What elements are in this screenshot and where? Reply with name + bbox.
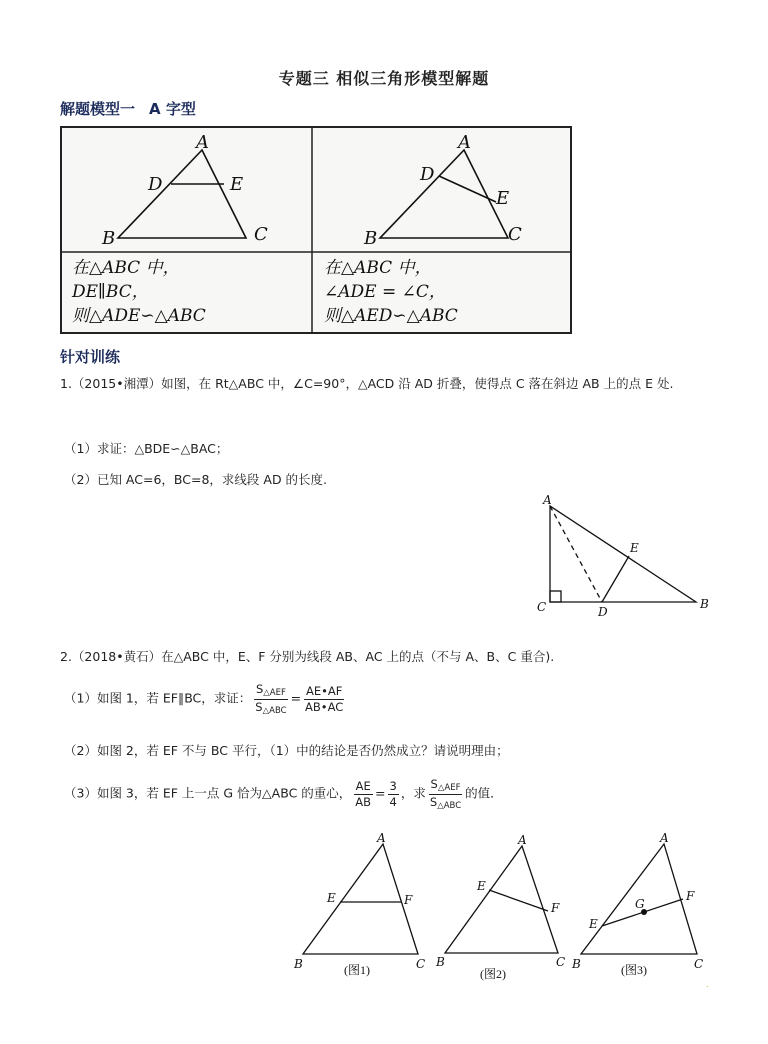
q2-part3-value-num: 3 [389,779,397,794]
model-right-text [324,256,458,328]
model-left-figure [118,150,246,238]
model-left-text [72,256,206,328]
q1-label-d: D [598,605,608,619]
q1-part2: （2）已知 AC=6，BC=8，求线段 AD 的长度. [64,472,328,487]
q2-part3-value [388,779,399,809]
model-table [60,126,572,334]
q2-part3-mid: ，求 [400,785,426,801]
label-c-left: C [254,224,268,245]
fig3-label-g: G [635,897,645,911]
q2-part3-suffix: 的值． [465,785,503,801]
end-mark: . [706,980,709,989]
model-left-line-2: DE∥BC， [72,282,149,302]
fig1-label-e: E [327,891,336,905]
fold-line-ad [550,506,602,602]
fig2-segment-ef [489,890,548,911]
q1-stem: 1.（2015•湘潭）如图，在 Rt△ABC 中，∠C=90°，△ACD 沿 AD 折叠，使得点 C 落在斜边 AB 上的点 E 处. [60,376,674,391]
label-e-left: E [230,174,244,195]
q2-part3 [64,777,503,811]
label-d-right: D [420,164,435,185]
segment-de-right [439,176,496,202]
q1-label-e: E [630,541,639,555]
fig3-caption: (图3) [621,963,647,977]
fig3-label-c: C [694,957,704,971]
label-a-right: A [458,132,471,153]
triangle-acb [550,506,696,602]
model-right-line-2: ∠ADE = ∠C， [324,282,446,302]
q2-part1-lhs-den-sub: △ABC [262,705,287,716]
label-b-left: B [102,228,116,249]
fig1-label-f: F [404,893,413,907]
q2-part2: （2）如图 2，若 EF 不与 BC 平行，（1）中的结论是否仍然成立？请说明理由； [64,743,509,758]
q2-part3-ratio [353,779,373,809]
q2-part3-query-den: S [429,794,438,809]
fig2-label-b: B [436,955,445,969]
segment-de [602,556,629,602]
q1-label-a: A [543,493,552,507]
q2-part3-eq: = [375,785,386,801]
model-right-figure [380,150,508,238]
model-heading-name: A 字型 [149,100,196,118]
q2-figures [290,828,710,988]
q2-part1-eq: = [290,690,302,706]
q2-part3-query-fraction [428,777,463,811]
model-right-line-3: 则△AED∽△ABC [324,306,458,326]
q2-part1-lhs-den: S [255,699,263,714]
fig3-label-f: F [686,889,695,903]
model-left-line-3: 则△ADE∽△ABC [72,306,206,326]
q2-part1 [64,682,347,716]
q2-part3-ratio-den: AB [355,794,372,809]
label-a-left: A [196,132,209,153]
label-d-left: D [148,174,163,195]
q2-part1-rhs-fraction [303,684,345,714]
fig3-label-a: A [660,831,669,845]
q2-part1-prefix: （1）如图 1，若 EF∥BC，求证： [64,690,252,706]
label-e-right: E [496,188,510,209]
fig1-label-b: B [294,957,303,971]
model-heading [60,98,196,119]
right-angle-mark [550,591,561,602]
q2-part1-lhs-num-sub: △AEF [263,688,286,698]
triangle-abc-left [118,150,246,238]
model-right-line-1: 在△ABC 中， [324,258,432,278]
fig2-label-a: A [518,833,527,847]
model-left-line-1: 在△ABC 中， [72,258,180,278]
fig3-label-e: E [589,917,598,931]
practice-heading: 针对训练 [60,348,121,366]
q2-fig1 [303,844,418,954]
q2-part3-query-den-sub: △ABC [437,800,462,811]
q2-stem: 2.（2018•黄石）在△ABC 中，E、F 分别为线段 AB、AC 上的点（不与 A、B、C 重合). [60,649,555,664]
model-heading-label: 解题模型一 [60,100,136,118]
fig3-label-b: B [572,957,581,971]
q1-label-b: B [700,597,709,611]
triangle-abc-right [380,150,508,238]
q2-part1-rhs-num: AE•AF [305,684,343,699]
q2-part3-prefix: （3）如图 3，若 EF 上一点 G 恰为△ABC 的重心， [64,785,352,801]
q2-fig2 [445,846,558,953]
fig2-label-e: E [477,879,486,893]
fig1-caption: (图1) [344,963,370,977]
q2-part3-query-num: S [430,777,438,791]
label-b-right: B [364,228,378,249]
q1-part1: （1）求证：△BDE∽△BAC； [64,441,229,456]
fig2-caption: (图2) [480,967,506,981]
q1-label-c: C [537,600,547,614]
q2-part1-rhs-den: AB•AC [305,699,344,714]
q2-part1-lhs-fraction [253,682,288,716]
q2-part1-lhs-num: S [255,682,264,696]
fig1-label-c: C [416,957,426,971]
page-title: 专题三 相似三角形模型解题 [278,69,490,88]
q2-part3-ratio-num: AE [355,779,371,794]
q2-part3-query-num-sub: △AEF [437,783,461,793]
q1-figure [530,492,720,620]
fig1-label-a: A [377,831,386,845]
fig2-label-f: F [551,901,560,915]
q2-part3-value-den: 4 [389,794,397,809]
label-c-right: C [508,224,522,245]
fig2-label-c: C [556,955,566,969]
